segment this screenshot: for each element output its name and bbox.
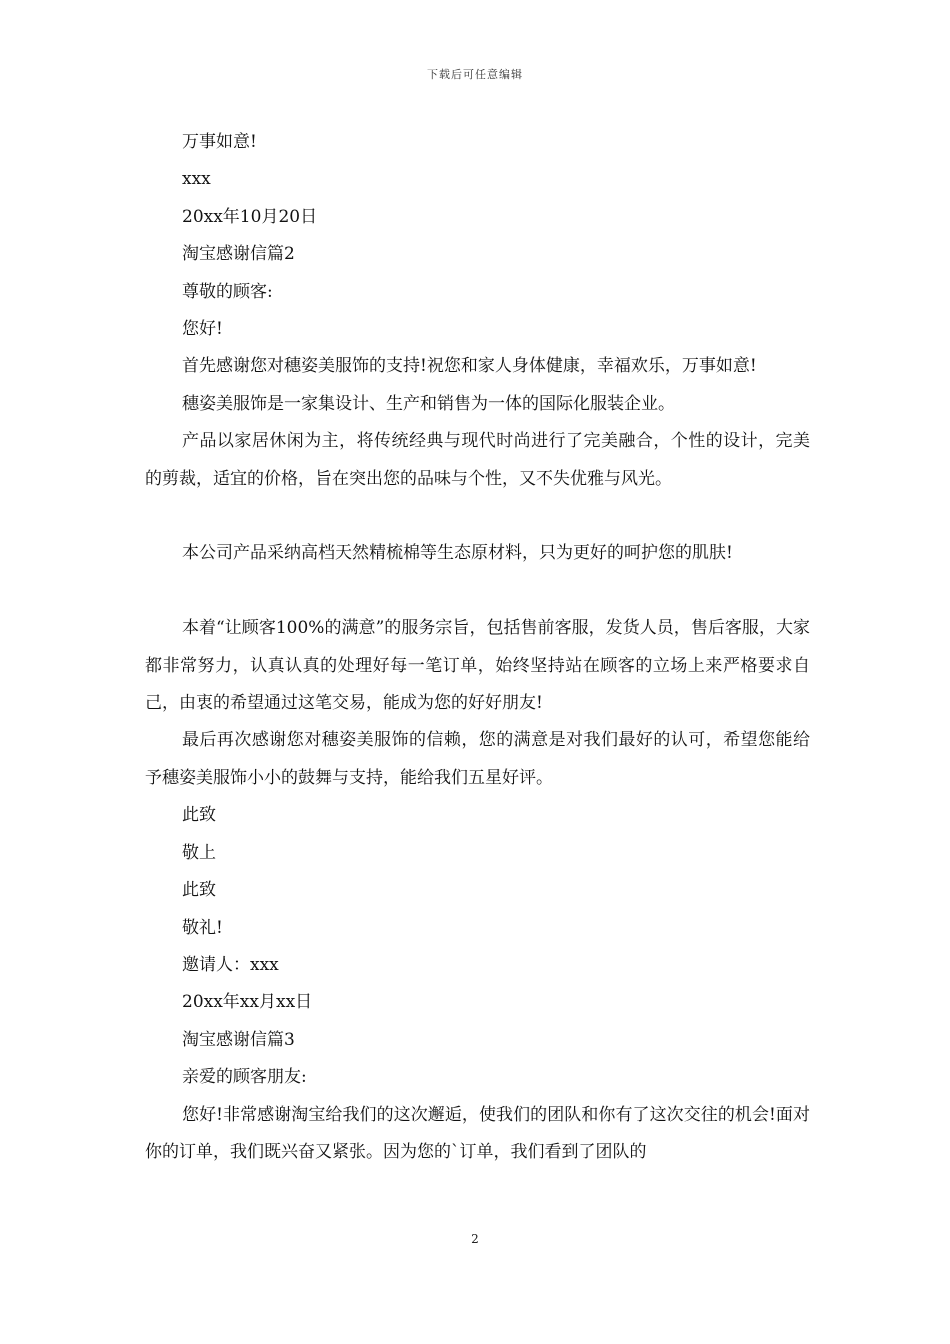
closing-wish: 万事如意! [182,132,257,152]
inviter-name: 邀请人：xxx [182,954,279,975]
paragraph-final-thanks: 最后再次感谢您对穗姿美服饰的信赖，您的满意是对我们最好的认可，希望您能给予穗姿美服饰小小的鼓舞与支持，能给我们五星好评。 [145,730,810,788]
greeting: 您好! [182,319,223,340]
page-header: 下载后可任意编辑 [427,68,523,81]
salutation: 尊敬的顾客: [182,281,273,302]
section-title-3: 淘宝感谢信篇3 [182,1029,295,1050]
paragraph-materials: 本公司产品采纳高档天然精梳棉等生态原材料，只为更好的呵护您的肌肤! [182,543,733,564]
inviter-date: 20xx年xx月xx日 [182,992,313,1013]
page-number: 2 [471,1232,479,1246]
paragraph-section3-opening: 您好!非常感谢淘宝给我们的这次邂逅，使我们的团队和你有了这次交往的机会!面对你的订单，我们既兴奋又紧张。因为您的`订单，我们看到了团队的 [145,1104,810,1162]
section-title-2: 淘宝感谢信篇2 [182,244,295,265]
paragraph-products: 产品以家居休闲为主，将传统经典与现代时尚进行了完美融合，个性的设计，完美的剪裁，适宜的价格，旨在突出您的品味与个性，又不失优雅与风光。 [145,431,810,489]
closing-4: 敬礼! [182,917,223,938]
closing-1: 此致 [182,805,216,826]
blank-line [145,498,810,535]
blank-line [145,573,810,610]
closing-3: 此致 [182,880,216,901]
document-body [145,124,810,1171]
salutation-3: 亲爱的顾客朋友: [182,1067,307,1088]
paragraph-service: 本着“让顾客100%的满意”的服务宗旨，包括售前客服，发货人员，售后客服，大家都非常努力，认真认真的处理好每一笔订单，始终坚持站在顾客的立场上来严格要求自己，由衷的希望通过这笔交易，能成为您的好好朋友! [145,618,810,714]
paragraph-thanks: 首先感谢您对穗姿美服饰的支持!祝您和家人身体健康，幸福欢乐，万事如意! [182,356,757,377]
signature-date: 20xx年10月20日 [182,206,318,227]
signature-name: xxx [182,169,211,190]
paragraph-company-intro: 穗姿美服饰是一家集设计、生产和销售为一体的国际化服装企业。 [182,393,675,414]
closing-2: 敬上 [182,842,216,863]
